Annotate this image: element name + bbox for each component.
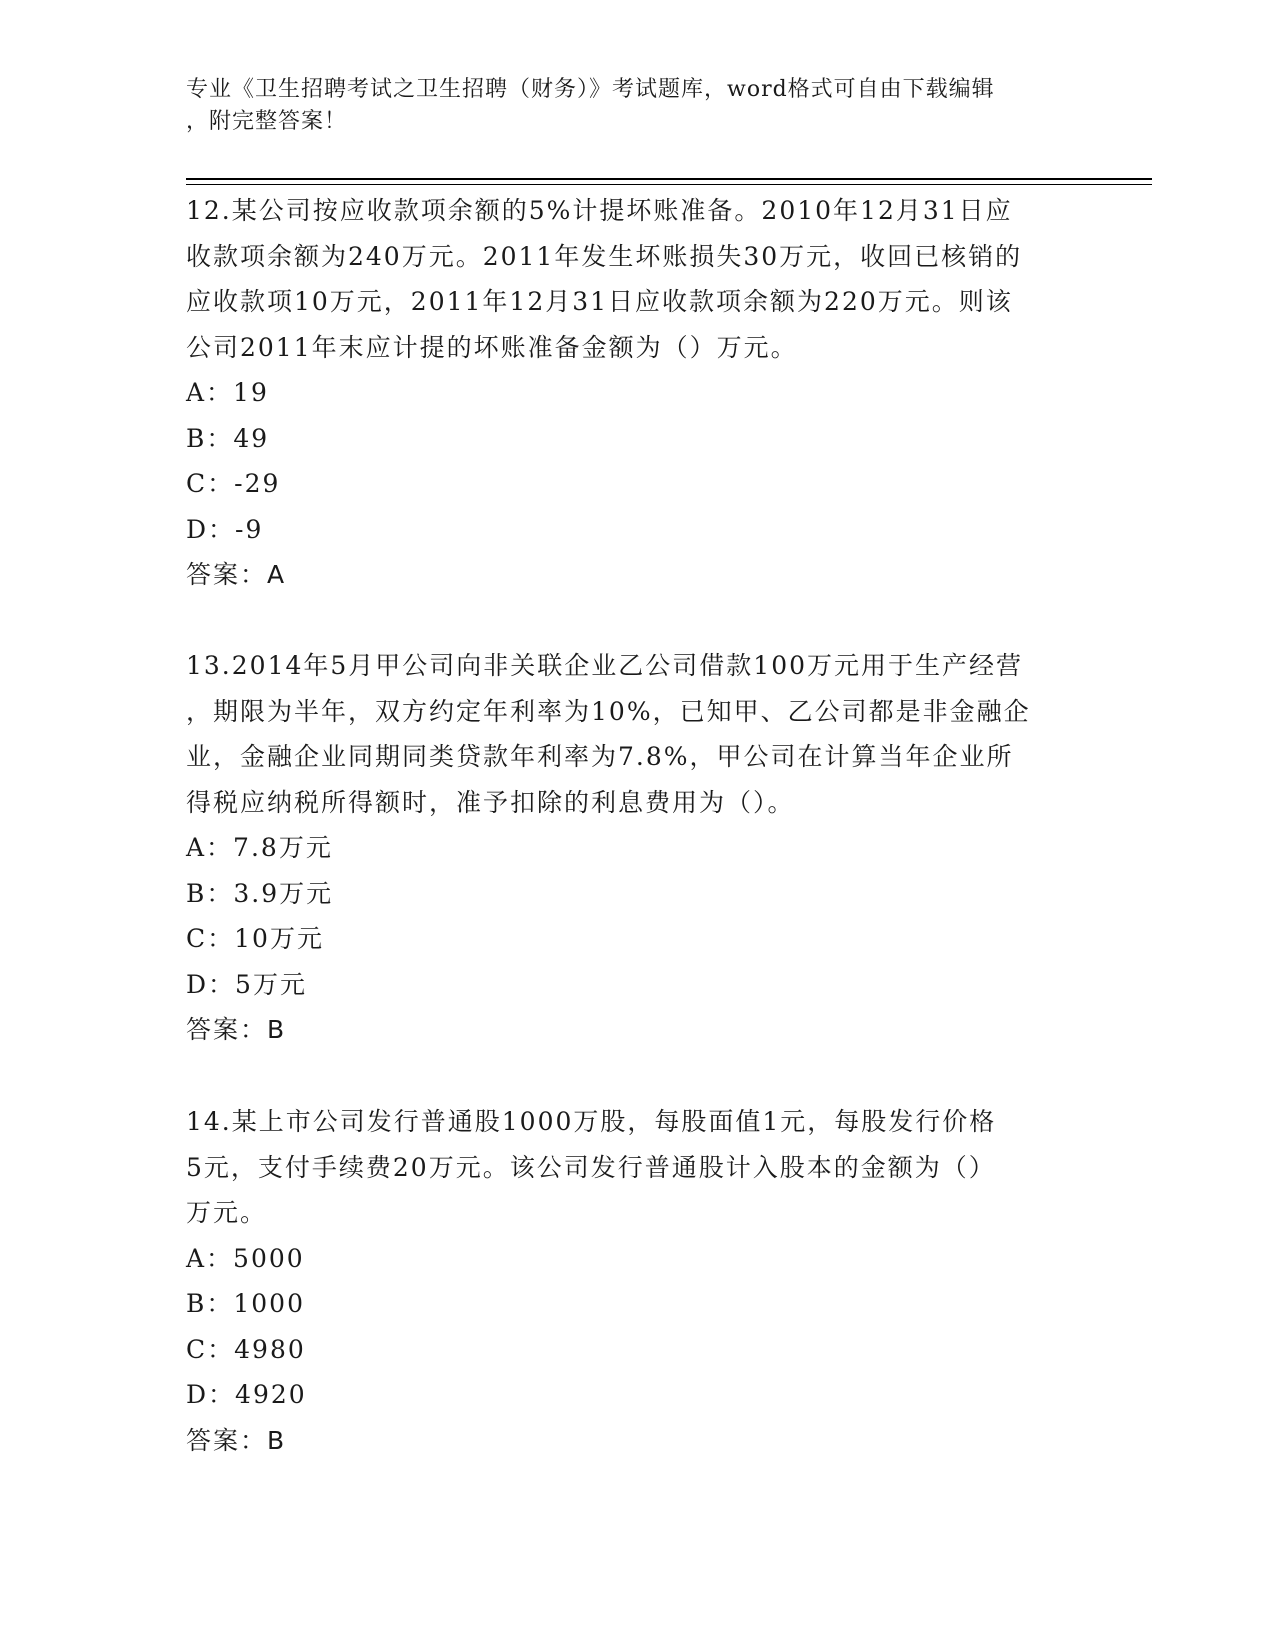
question-stem-line: 业，金融企业同期同类贷款年利率为7.8%，甲公司在计算当年企业所 — [186, 742, 1014, 771]
question-stem — [186, 643, 1086, 825]
question-stem-line: 12.某公司按应收款项余额的5%计提坏账准备。2010年12月31日应 — [186, 196, 1013, 225]
option-a: A：5000 — [186, 1243, 305, 1273]
option-d: D：-9 — [186, 514, 264, 544]
question-13 — [186, 643, 1086, 1053]
option-c: C：-29 — [186, 469, 281, 498]
option-a: A：19 — [186, 378, 269, 407]
question-stem-line: 收款项余额为240万元。2011年发生坏账损失30万元，收回已核销的 — [186, 241, 1023, 271]
question-stem-line: 公司2011年末应计提的坏账准备金额为（）万元。 — [186, 332, 798, 362]
option-d: D：4920 — [186, 1380, 307, 1409]
question-stem-line: 5元，支付手续费20万元。该公司发行普通股计入股本的金额为（） — [186, 1152, 996, 1182]
option-a: A：7.8万元 — [186, 833, 333, 862]
option-c: C：10万元 — [186, 924, 324, 953]
question-12 — [186, 188, 1086, 598]
option-b: B：3.9万元 — [186, 878, 334, 908]
question-stem-line: 14.某上市公司发行普通股1000万股，每股面值1元，每股发行价格 — [186, 1107, 997, 1136]
header-divider-thin — [186, 184, 1152, 185]
question-stem-line: 得税应纳税所得额时，准予扣除的利息费用为（）。 — [186, 787, 795, 817]
question-stem-line: 13.2014年5月甲公司向非关联企业乙公司借款100万元用于生产经营 — [186, 651, 1024, 680]
question-stem — [186, 188, 1086, 370]
answer: 答案：B — [186, 1425, 287, 1455]
question-stem-line: ，期限为半年，双方约定年利率为10%，已知甲、乙公司都是非金融企 — [186, 696, 1031, 726]
document-header — [186, 74, 1086, 138]
question-stem-line: 万元。 — [186, 1198, 268, 1227]
question-stem — [186, 1099, 1086, 1236]
header-divider-thick — [186, 178, 1152, 180]
option-b: B：49 — [186, 423, 270, 453]
option-b: B：1000 — [186, 1289, 305, 1318]
header-line-1: 专业《卫生招聘考试之卫生招聘（财务）》考试题库，word格式可自由下载编辑 — [186, 77, 995, 102]
header-line-2: ，附完整答案！ — [186, 109, 348, 134]
option-c: C：4980 — [186, 1334, 306, 1364]
question-14 — [186, 1099, 1086, 1463]
option-d: D：5万元 — [186, 969, 307, 999]
question-stem-line: 应收款项10万元，2011年12月31日应收款项余额为220万元。则该 — [186, 287, 1013, 316]
answer: 答案：B — [186, 1015, 287, 1044]
answer: 答案：A — [186, 560, 287, 589]
